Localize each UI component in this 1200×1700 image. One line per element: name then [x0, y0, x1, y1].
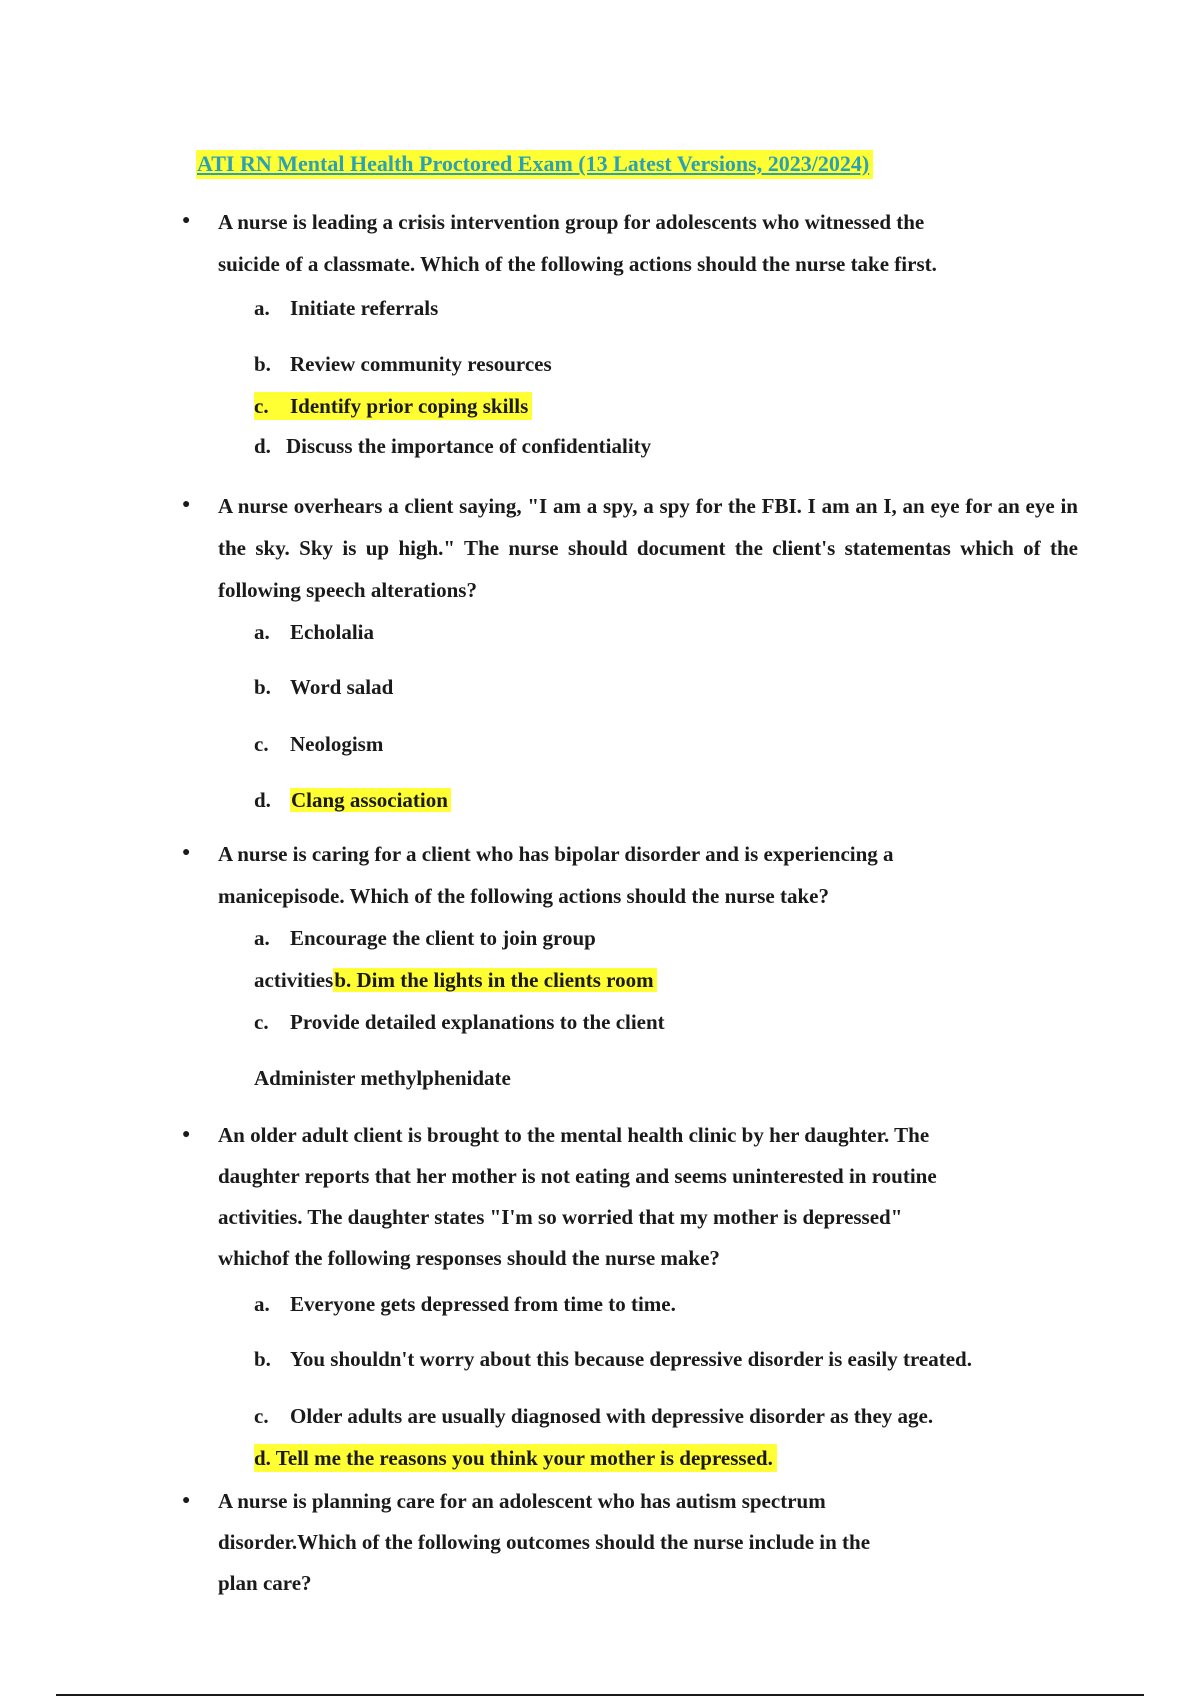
- question-4-option-c: c. Older adults are usually diagnosed with depressive disorder as they age.: [254, 1404, 934, 1428]
- bullet-icon: ●: [182, 213, 191, 228]
- bullet-icon: ●: [182, 497, 191, 512]
- question-3-line-1: A nurse is caring for a client who has bipolar disorder and is experiencing a: [218, 842, 894, 866]
- question-1-option-a: a. Initiate referrals: [254, 296, 439, 320]
- question-5-line-1: A nurse is planning care for an adolescent who has autism spectrum: [218, 1489, 826, 1513]
- question-2-option-d: d. Clang association: [254, 786, 451, 814]
- question-5-stem: [218, 1481, 1078, 1604]
- question-4-line-3: activities. The daughter states "I'm so worried that my mother is depressed": [218, 1205, 903, 1229]
- question-2-option-a: a. Echolalia: [254, 620, 375, 644]
- question-4-line-2: daughter reports that her mother is not eating and seems uninterested in routine: [218, 1164, 937, 1188]
- question-3-option-b-correct: b. Dim the lights in the clients room: [333, 968, 656, 992]
- question-5-line-3: plan care?: [218, 1571, 312, 1595]
- bullet-icon: ●: [182, 1127, 191, 1142]
- question-2-option-c: c. Neologism: [254, 732, 384, 756]
- footer-divider: [56, 1694, 1144, 1696]
- question-1-option-d: d. Discuss the importance of confidentiality: [254, 434, 652, 458]
- bullet-icon: ●: [182, 1493, 191, 1508]
- question-3-option-a: a. Encourage the client to join group: [254, 926, 596, 950]
- question-1-option-b: b. Review community resources: [254, 352, 552, 376]
- question-5-line-2: disorder.Which of the following outcomes should the nurse include in the: [218, 1530, 871, 1554]
- question-4-line-1: An older adult client is brought to the mental health clinic by her daughter. The: [218, 1123, 930, 1147]
- question-1-line-2: suicide of a classmate. Which of the following actions should the nurse take first.: [218, 252, 937, 276]
- bullet-icon: ●: [182, 845, 191, 860]
- question-2-option-b: b. Word salad: [254, 675, 394, 699]
- question-4-line-4: whichof the following responses should the nurse make?: [218, 1246, 720, 1270]
- question-4-option-b: b. You shouldn't worry about this because depressive disorder is easily treated.: [254, 1347, 972, 1371]
- question-1-line-1: A nurse is leading a crisis intervention group for adolescents who witnessed the: [218, 210, 925, 234]
- question-1-option-c-correct: c. Identify prior coping skills: [254, 392, 532, 420]
- question-3-line-2: manicepisode. Which of the following actions should the nurse take?: [218, 884, 829, 908]
- question-3-option-c: c. Provide detailed explanations to the client: [254, 1010, 665, 1034]
- question-3-option-d: Administer methylphenidate: [254, 1066, 511, 1090]
- question-4-stem: [218, 1115, 1078, 1279]
- question-2-option-d-correct: Clang association: [290, 788, 451, 812]
- question-2-stem: A nurse overhears a client saying, "I am a spy, a spy for the FBI. I am an I, an eye for an eye in the sky. Sky is up high." The nurse should document the client's statementas which of the following speech alterations?: [218, 494, 1078, 602]
- question-4-option-d-correct: d. Tell me the reasons you think your mother is depressed.: [254, 1444, 777, 1472]
- question-1-stem: [218, 201, 1078, 285]
- question-3-option-b: activitiesb. Dim the lights in the clients room: [254, 966, 657, 994]
- question-3-stem: [218, 833, 1078, 917]
- document-title: ATI RN Mental Health Proctored Exam (13 Latest Versions, 2023/2024): [196, 150, 873, 179]
- question-4-option-a: a. Everyone gets depressed from time to time.: [254, 1292, 676, 1316]
